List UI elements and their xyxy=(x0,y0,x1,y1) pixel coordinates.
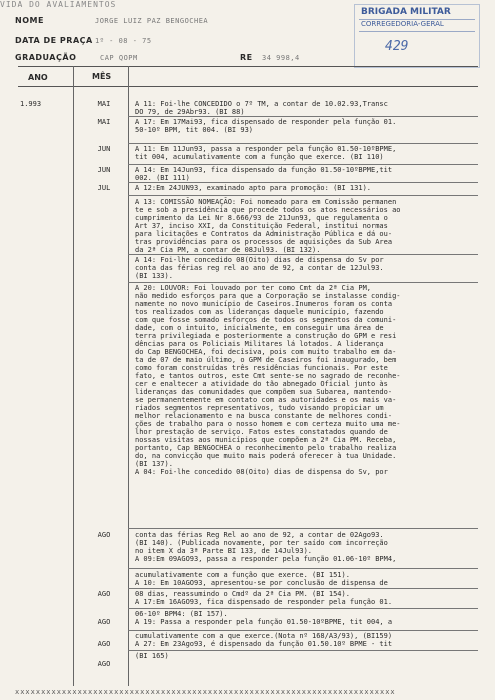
entry-line: como foram construídas três residências funcionais. Por este xyxy=(135,364,388,372)
entry-separator xyxy=(128,182,478,183)
entry-line: para licitações e Contratos da Administração Pública e dá ou- xyxy=(135,230,393,238)
entry-line: A 17: Em 17Mai93, fica dispensado de responder pela função 01. xyxy=(135,118,397,126)
entry-line: nossas visitas aos municípios que compõem a 2ª Cia PM. Receba, xyxy=(135,436,397,444)
entry-line: A 14: Em 14Jun93, fica dispensado da função 01.50-10ºBPME,tit xyxy=(135,166,393,174)
entry-line: Art 37, inciso XXI, da Constituição Federal, institui normas xyxy=(135,222,388,230)
data-praca-label: DATA DE PRAÇA xyxy=(15,36,93,45)
nome-label: NOME xyxy=(15,16,44,25)
entry-line: não medido esforços para que a Corporação se instalasse condig- xyxy=(135,292,401,300)
entry-line: A 12:Em 24JUN93, examinado apto para promoção: (BI 131). xyxy=(135,184,372,192)
entry-line: te e sob a presidência que procede todos os atos necessários ao xyxy=(135,206,401,214)
entry-line: 08 dias, reassumindo o Cmdº da 2ª Cia PM. (BI 154). xyxy=(135,590,350,598)
entry-separator xyxy=(128,116,478,117)
entry-line: da 2ª Cia PM, a contar de 08Jul93. (BI 132). xyxy=(135,246,321,254)
entry-line: DO 79, de 29Abr93. (BI 88) xyxy=(135,108,245,116)
entry-line: A 17:Em 16AGO93, fica dispensado de responder pela função 01. xyxy=(135,598,393,606)
month-cell: MAI xyxy=(97,100,111,108)
entry-line: 06-10º BPM4: (BI 157). xyxy=(135,610,228,618)
entry-line: conta das férias Reg Rel ao ano de 92, a contar de 02Ago93. xyxy=(135,531,384,539)
entry-line: cumulativamente com a que exerce.(Nota nº 168/A3/93), (BI159) xyxy=(135,632,393,640)
entry-line: A 04: Foi-lhe concedido 08(Oito) dias de dispensa do Sv, por xyxy=(135,468,388,476)
month-cell: JUN xyxy=(97,166,111,174)
entry-line: cumprimento da Lei Nr 8.666/93 de 21Jun93, que regulamenta o xyxy=(135,214,388,222)
nome-value: JORGE LUIZ PAZ BENGOCHEA xyxy=(95,17,209,25)
graduacao-value: CAP QOPM xyxy=(100,54,138,62)
entry-line: (BI 133). xyxy=(135,272,173,280)
entry-line: A 09:Em 09AGO93, passa a responder pela função 01.06-10º BPM4, xyxy=(135,555,397,563)
entry-line: tras providências para os processos de aquisições da Sub Area xyxy=(135,238,393,246)
entry-line: acumulativamente com a função que exerce. (BI 151). xyxy=(135,571,350,579)
entry-line: no item X da 3ª Parte BI 133, de 14Jul93). xyxy=(135,547,313,555)
data-praca-value: 1º - 08 - 75 xyxy=(95,37,152,45)
column-header-ano: ANO xyxy=(28,73,48,82)
entry-line: com que fosse somado esforços de todos os segmentos da comuni- xyxy=(135,316,397,324)
entry-line: 002. (BI 111) xyxy=(135,174,190,182)
entry-line: riados segmentos representativos, tudo visando propiciar um xyxy=(135,404,384,412)
entry-separator xyxy=(128,608,478,609)
entry-separator xyxy=(128,568,478,569)
month-cell: AGO xyxy=(97,531,111,539)
entry-separator xyxy=(128,630,478,631)
entry-line: dade, com o intuito, inicialmente, em conseguir uma área de xyxy=(135,324,384,332)
entry-line: A 19: Passa a responder pela função 01.50-10ºBPME, tit 004, a xyxy=(135,618,393,626)
entry-line: portanto, Cap BENGOCHEA o reconhecimento pelo trabalho realiza xyxy=(135,444,397,452)
entry-line: (BI 165) xyxy=(135,652,169,660)
entry-separator xyxy=(128,282,478,283)
entry-line: A 10: Em 10AGO93, apresentou-se por conclusão de dispensa de xyxy=(135,579,388,587)
entry-line: cer e enaltecer a atividade do tão abnegado Oficial junto às xyxy=(135,380,388,388)
entry-line: A 11: Foi-lhe CONCEDIDO o 7º TM, a contar de 10.02.93,Transc xyxy=(135,100,388,108)
re-label: RE xyxy=(240,53,253,62)
entry-separator xyxy=(128,164,478,165)
entry-separator xyxy=(128,143,478,144)
graduacao-label: GRADUAÇÃO xyxy=(15,53,77,62)
year-cell: 1.993 xyxy=(20,100,42,108)
column-header-mes: MÊS xyxy=(92,72,112,81)
header-fragment: VIDA DO AVALIAMENTOS xyxy=(0,0,117,9)
entry-line: (BI 140). (Publicada novamente, por ter saído com incorreção xyxy=(135,539,388,547)
column-divider xyxy=(73,66,74,686)
entry-line: tit 004, acumulativamente com a função que exerce. (BI 110) xyxy=(135,153,384,161)
stamp-title: BRIGADA MILITAR xyxy=(361,7,451,17)
entry-line: tos realizados com as lideranças daquele município, fazendo xyxy=(135,308,384,316)
month-cell: AGO xyxy=(97,640,111,648)
re-value: 34 998,4 xyxy=(262,54,300,62)
entry-line: dências para os Policiais Militares lá lotados. A liderança xyxy=(135,340,384,348)
entry-line: A 13: COMISSÃO NOMEAÇÃO: Foi nomeado para em Comissão permanen xyxy=(135,198,397,206)
entry-line: fato, e tantos outros, este Cmt sente-se no sagrado de reconhe- xyxy=(135,372,401,380)
entry-line: A 20: LOUVOR: Foi louvado por ter como Cmt da 2ª Cia PM, xyxy=(135,284,372,292)
entry-line: A 11: Em 11Jun93, passa a responder pela função 01.50-10ºBPME, xyxy=(135,145,397,153)
month-cell: MAI xyxy=(97,118,111,126)
stamp-number: 429 xyxy=(385,39,409,54)
entry-separator xyxy=(128,254,478,255)
entry-line: do Cap BENGOCHEA, foi decisiva, pois com muito trabalho em da- xyxy=(135,348,397,356)
month-cell: AGO xyxy=(97,618,111,626)
entry-line: se permanentemente em contato com as autoridades e os mais va- xyxy=(135,396,397,404)
entry-line: A 14: Foi-lhe concedido 08(Oito) dias de dispensa do Sv por xyxy=(135,256,384,264)
corregedoria-stamp xyxy=(354,4,480,68)
entry-line: conta das férias reg rel ao ano de 92, a contar de 12Jul93. xyxy=(135,264,384,272)
entry-separator xyxy=(128,195,478,196)
entry-line: 50-10º BPM, tit 004. (BI 93) xyxy=(135,126,254,134)
entry-separator xyxy=(128,650,478,651)
entry-line: ta de 07 de maio último, o GPM de Caseiros foi inaugurado, bem xyxy=(135,356,397,364)
footer-x-line: xxxxxxxxxxxxxxxxxxxxxxxxxxxxxxxxxxxxxxxxxxxxxxxxxxxxxxxxxxxxxxxxxxxxxxxxx xyxy=(15,688,396,696)
entry-line: do, na convicção que muito mais poderá oferecer à tua Unidade. xyxy=(135,452,397,460)
table-top-rule xyxy=(18,66,478,67)
month-cell: JUN xyxy=(97,145,111,153)
entry-line: namente no novo município de Caseiros.Inumeros foram os conta xyxy=(135,300,393,308)
entry-separator xyxy=(128,528,478,529)
stamp-rule xyxy=(359,31,475,32)
entry-line: lideranças das comunidades que compõem sua Subarea, mantendo- xyxy=(135,388,393,396)
month-cell: AGO xyxy=(97,660,111,668)
stamp-subtitle: CORREGEDORIA-GERAL xyxy=(361,20,444,28)
month-cell: JUL xyxy=(97,184,111,192)
entry-line: (BI 137). xyxy=(135,460,173,468)
entry-line: A 27: Em 23Ago93, é dispensado da função 01.50.10º BPME - tit xyxy=(135,640,393,648)
column-divider xyxy=(128,66,129,686)
entry-line: ções de trabalho para o nosso homem e com certeza muito uma me- xyxy=(135,420,401,428)
entry-line: terra privilegiada e posteriormente a construção do GPM e resi xyxy=(135,332,397,340)
month-cell: AGO xyxy=(97,590,111,598)
entry-line: lhor prestação de serviço. Fatos estes constatados quando de xyxy=(135,428,388,436)
table-header-rule xyxy=(18,86,478,87)
entry-separator xyxy=(128,588,478,589)
entry-line: melhor relacionamento e na busca constante de melhores condi- xyxy=(135,412,393,420)
